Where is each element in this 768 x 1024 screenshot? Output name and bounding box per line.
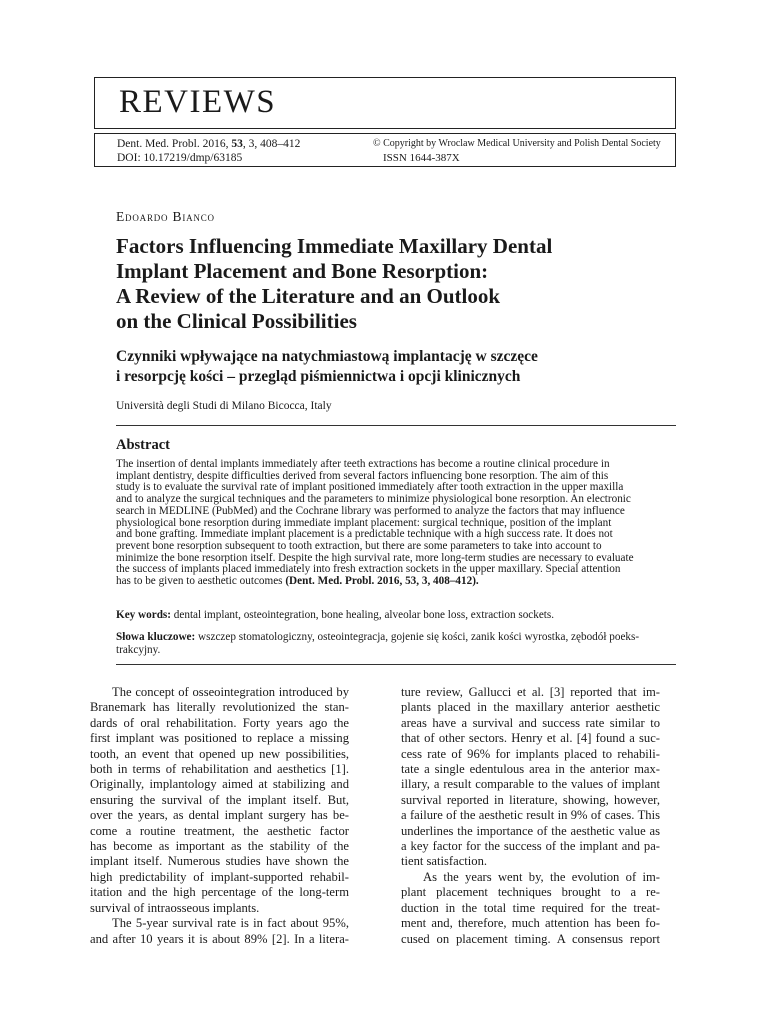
abstract-line: implant dentistry, despite difficulties derived from several factors influencing bone resorption. The aim of this <box>116 469 609 482</box>
body-line: tate a single edentulous area in the anterior max- <box>401 762 660 777</box>
body-column-right <box>401 685 660 947</box>
body-line: cess rate of 96% for implants placed to rehabili- <box>401 746 660 761</box>
doi: DOI: 10.17219/dmp/63185 <box>117 152 243 164</box>
abstract-citation: (Dent. Med. Probl. 2016, 53, 3, 408–412). <box>285 575 479 588</box>
title-line: A Review of the Literature and an Outlook <box>116 284 501 308</box>
body-line: survival of intraosseous implants. <box>90 900 260 915</box>
body-line: survival reported in literature, showing, however, <box>401 792 660 807</box>
abstract-line: physiological bone resorption during immediate implant placement: surgical technique, position of the implant <box>116 516 612 529</box>
keywords-label: Key words: <box>116 609 171 621</box>
title-line: Implant Placement and Bone Resorption: <box>116 259 489 283</box>
body-line: The concept of osseointegration introduced by <box>112 685 349 699</box>
polish-title <box>116 347 676 387</box>
section-header-box <box>94 77 676 129</box>
copyright-meta <box>373 137 661 165</box>
subtitle-line: i resorpcję kości – przegląd piśmiennictwa i opcji klinicznych <box>116 368 521 385</box>
abstract-body <box>116 459 678 588</box>
issn: ISSN 1644-387X <box>383 152 460 164</box>
body-line: underlines the importance of the aesthetic value as <box>401 823 660 838</box>
abstract-line: study is to evaluate the survival rate of implant positioned immediately after tooth extraction in the upper maxilla <box>116 481 624 494</box>
divider <box>116 664 676 665</box>
title-line: on the Clinical Possibilities <box>116 309 357 333</box>
body-line: ture review, Gallucci et al. [3] reported that im- <box>401 685 660 699</box>
section-label: REVIEWS <box>119 84 277 120</box>
citation-meta <box>117 137 300 165</box>
affiliation: Università degli Studi di Milano Bicocca, Italy <box>116 400 332 412</box>
body-line: tooth, an event that opened up new possibilities, <box>90 746 349 761</box>
abstract-line: minimize the bone resorption itself. Despite the high survival rate, more long-term studies are necessary to evaluate <box>116 551 634 564</box>
body-line: ensuring the survival of the implant itself. But, <box>90 792 349 807</box>
copyright: © Copyright by Wroclaw Medical University and Polish Dental Society <box>373 138 661 149</box>
polish-keywords-label: Słowa kluczowe: <box>116 631 196 643</box>
abstract-line: has to be given to aesthetic outcomes (Dent. Med. Probl. 2016, 53, 3, 408–412). <box>116 575 479 588</box>
body-line: itation and the high percentage of the long-term <box>90 885 349 900</box>
body-line: cused on placement timing. A consensus report <box>401 931 660 946</box>
polish-keywords: Słowa kluczowe: wszczep stomatologiczny, osteointegracja, gojenie się kości, zanik kości wyrostka, zębodół poeks- trakcyjny. <box>116 631 640 656</box>
body-line: a key factor for the success of the implant and pa- <box>401 839 660 854</box>
volume: 53 <box>231 138 243 150</box>
body-line: a failure of the aesthetic result in 9% of cases. This <box>401 808 660 823</box>
body-line: illary, a result comparable to the values of implant <box>401 777 660 792</box>
abstract-line: prevent bone resorption subsequent to tooth extraction, but there are some parameters to take into account to <box>116 539 602 552</box>
body-line: Originally, implantology aimed at stabilizing and <box>90 777 349 792</box>
author-name: Edoardo Bianco <box>116 209 215 224</box>
abstract-heading: Abstract <box>116 437 170 453</box>
body-line: and after 10 years it is about 89% [2]. In a litera- <box>90 931 349 946</box>
body-line: has become as important as the stability of the <box>90 839 349 854</box>
body-line: dards of oral rehabilitation. Forty years ago the <box>90 715 349 730</box>
body-line: implant itself. Numerous studies have shown the <box>90 854 349 869</box>
body-line: tient satisfaction. <box>401 854 488 869</box>
body-line: The 5-year survival rate is in fact about 95%, <box>112 916 349 931</box>
abstract-line: The insertion of dental implants immediately after teeth extractions has become a routine clinical procedure in <box>116 458 610 470</box>
body-line: As the years went by, the evolution of im- <box>423 869 660 884</box>
body-line: both in terms of rehabilitation and aesthetics [1]. <box>90 762 349 777</box>
body-line: over the years, as dental implant surgery has be- <box>90 808 349 823</box>
body-line: plant placement techniques brought to a re- <box>401 885 660 900</box>
body-line: that of other sectors. Henry et al. [4] found a suc- <box>401 731 660 746</box>
journal-line: Dent. Med. Probl. 2016, 53, 3, 408–412 <box>117 138 301 150</box>
abstract-line: search in MEDLINE (PubMed) and the Cochrane library was performed to analyze the factors that may influence <box>116 504 625 517</box>
article-title <box>116 234 676 334</box>
keywords: Key words: dental implant, osteointegration, bone healing, alveolar bone loss, extraction sockets. <box>116 609 555 621</box>
divider <box>116 425 676 426</box>
body-line: ment and, therefore, much attention has been fo- <box>401 916 660 931</box>
body-column-left <box>90 685 349 947</box>
body-line: areas have a survival and success rate similar to <box>401 715 660 730</box>
body-line: duction in the total time required for the treat- <box>401 900 660 915</box>
body-line: high predictability of implant-supported rehabil- <box>90 869 349 884</box>
body-line: come a routine treatment, the aesthetic factor <box>90 823 349 838</box>
abstract-line: and bone grafting. Immediate implant placement is a predictable technique with a high success rate. It does not <box>116 528 613 541</box>
body-line: Branemark has literally revolutionized the stan- <box>90 700 349 715</box>
title-line: Factors Influencing Immediate Maxillary Dental <box>116 234 553 258</box>
subtitle-line: Czynniki wpływające na natychmiastową implantację w szczęce <box>116 348 538 365</box>
abstract-line: the success of implants placed immediately into fresh extraction sockets in the upper maxillary. Special attention <box>116 563 621 576</box>
body-line: plants placed in the maxillary anterior aesthetic <box>401 700 660 715</box>
publication-meta-box <box>94 133 676 167</box>
body-line: first implant was positioned to replace a missing <box>90 731 349 746</box>
abstract-line: and to analyze the surgical techniques and the parameters to minimize physiological bone resorption. An electronic <box>116 493 631 506</box>
